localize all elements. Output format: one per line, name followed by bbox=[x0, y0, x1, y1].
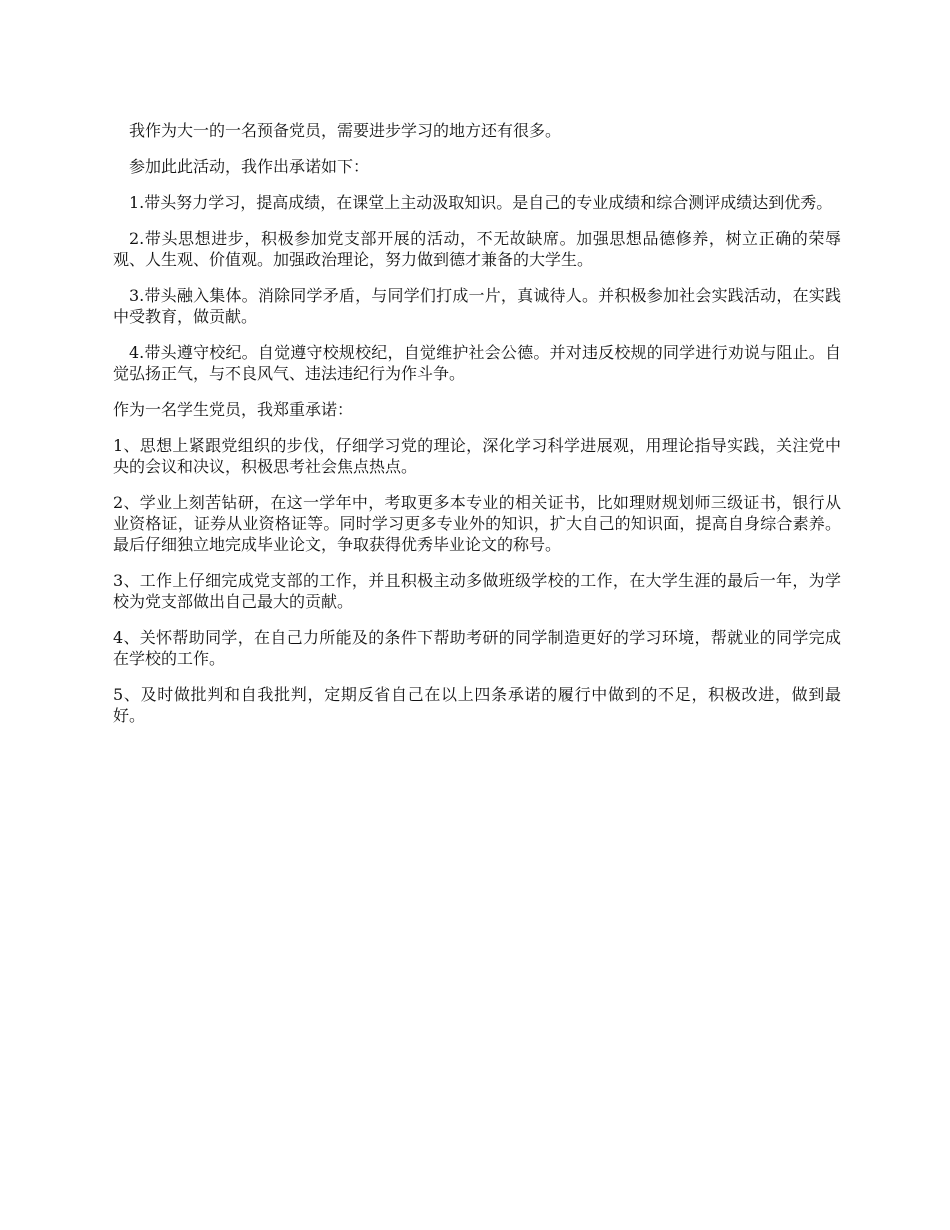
solemn-pledge-item-4: 4、关怀帮助同学，在自己力所能及的条件下帮助考研的同学制造更好的学习环境，帮就业的同学完成在学校的工作。 bbox=[113, 628, 841, 668]
solemn-pledge-item-5: 5、及时做批判和自我批判，定期反省自己在以上四条承诺的履行中做到的不足，积极改进，做到最好。 bbox=[113, 685, 841, 725]
intro-paragraph: 我作为大一的一名预备党员，需要进步学习的地方还有很多。 bbox=[129, 121, 562, 140]
document-body bbox=[113, 120, 841, 741]
pledge-item-3: 3.带头融入集体。消除同学矛盾，与同学们打成一片，真诚待人。并积极参加社会实践活动，在实践中受教育，做贡献。 bbox=[113, 286, 841, 326]
solemn-pledge-item-2: 2、学业上刻苦钻研，在这一学年中，考取更多本专业的相关证书，比如理财规划师三级证书，银行从业资格证，证券从业资格证等。同时学习更多专业外的知识，扩大自己的知识面，提高自身综合素养。最后仔细独立地完成毕业论文，争取获得优秀毕业论文的称号。 bbox=[113, 493, 841, 554]
pledge-item-2: 2.带头思想进步，积极参加党支部开展的活动，不无故缺席。加强思想品德修养，树立正确的荣辱观、人生观、价值观。加强政治理论，努力做到德才兼备的大学生。 bbox=[113, 229, 841, 269]
pledge-item-1: 1.带头努力学习，提高成绩，在课堂上主动汲取知识。是自己的专业成绩和综合测评成绩达到优秀。 bbox=[129, 193, 833, 212]
solemn-pledge-item-3: 3、工作上仔细完成党支部的工作，并且积极主动多做班级学校的工作，在大学生涯的最后一年，为学校为党支部做出自己最大的贡献。 bbox=[113, 571, 841, 611]
pledge-lead-paragraph: 参加此此活动，我作出承诺如下： bbox=[129, 157, 370, 176]
pledge-item-4: 4.带头遵守校纪。自觉遵守校规校纪，自觉维护社会公德。并对违反校规的同学进行劝说与阻止。自觉弘扬正气，与不良风气、违法违纪行为作斗争。 bbox=[113, 343, 841, 383]
solemn-pledge-heading: 作为一名学生党员，我郑重承诺： bbox=[113, 400, 354, 419]
solemn-pledge-item-1: 1、思想上紧跟党组织的步伐，仔细学习党的理论，深化学习科学进展观，用理论指导实践，关注党中央的会议和决议，积极思考社会焦点热点。 bbox=[113, 436, 841, 476]
